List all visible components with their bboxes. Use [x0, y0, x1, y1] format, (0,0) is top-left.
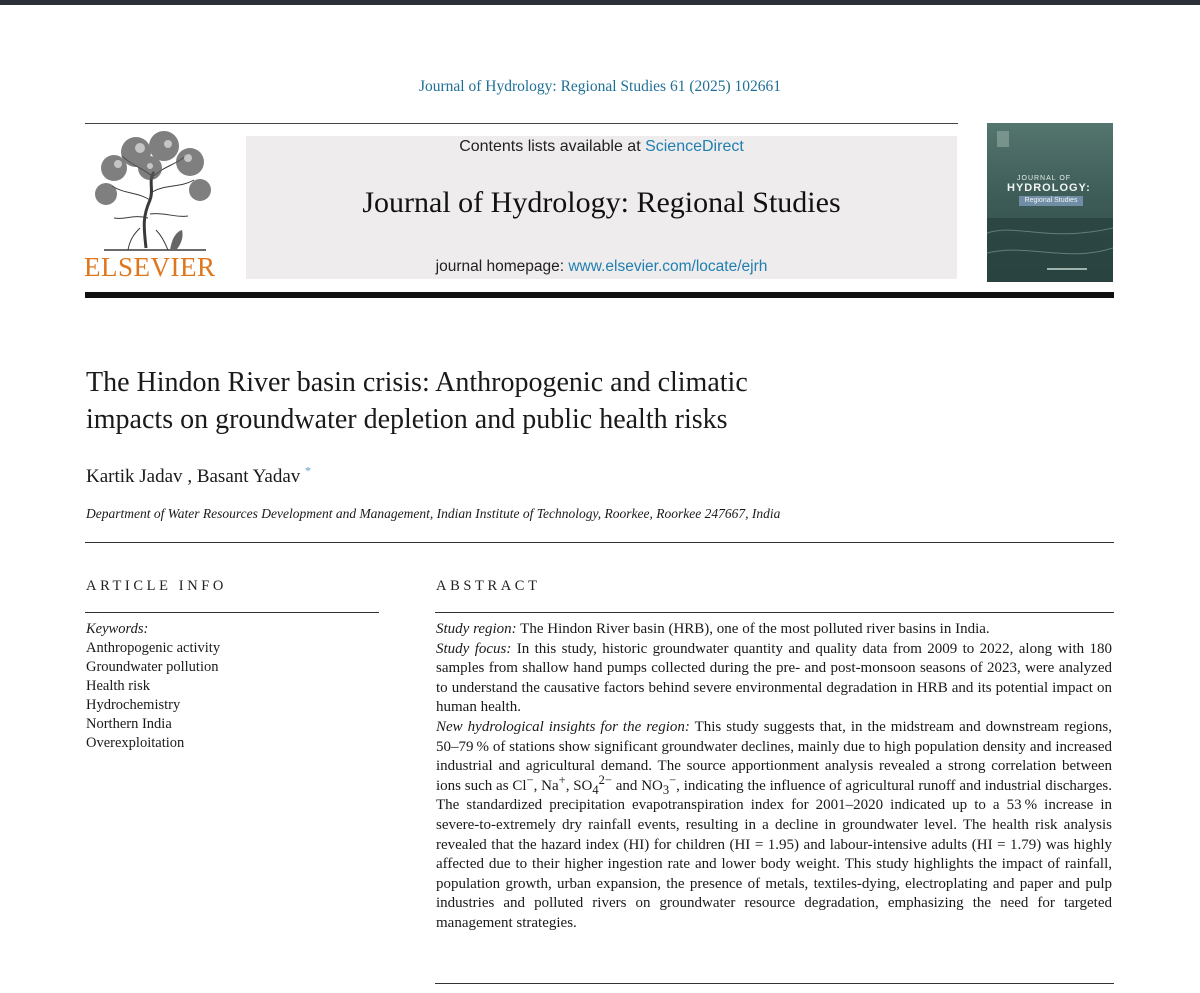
ion-na-charge: + [558, 772, 566, 787]
header-thick-rule [85, 292, 1114, 298]
homepage-line [246, 258, 957, 276]
ion-separator: , [565, 777, 574, 794]
ion-cl-charge: − [526, 772, 534, 787]
ion-nitrate [641, 772, 677, 797]
study-region-text: The Hindon River basin (HRB), one of the most polluted river basins in India. [516, 621, 990, 637]
insights-text-2: , indicating the influence of agricultural runoff and industrial discharges. The standardized precipitation evapotranspiration index for 2001–2020 indicated up to a 53 % increase in severe-to-extremely dry rainfall events, resulting in a decline in groundwater level. The health risk analysis revealed that the hazard index (HI) for children (HI = 1.95) and labour-intensive adults (HI = 1.79) was highly affected due to their higher ingestion rate and lower body weight. This study highlights the impact of rainfall, population growth, urban expansion, the presence of metals, textiles-dying, electroplating and paper and pulp industries and polluted rivers on groundwater resource degradation, emphasizing the need for targeted management strategies. [436, 777, 1112, 931]
elsevier-wordmark: ELSEVIER [84, 252, 216, 282]
ion-no-subscript: 3 [662, 782, 670, 797]
author-yadav[interactable]: Basant Yadav [196, 466, 301, 487]
article-title [86, 364, 986, 438]
abstract-rule [435, 612, 1114, 613]
ion-separator: , [533, 777, 542, 794]
journal-cover-image[interactable] [987, 123, 1113, 282]
abstract-heading: ABSTRACT [436, 578, 541, 594]
affiliation: Department of Water Resources Development and Management, Indian Institute of Technology, Roorkee, Roorkee 247667, India [86, 506, 781, 521]
contents-prefix: Contents lists available at [459, 138, 646, 155]
article-info-heading: ARTICLE INFO [86, 578, 228, 594]
keyword-item: Northern India [86, 716, 172, 732]
cover-subtitle-box [1019, 196, 1083, 206]
journal-name: Journal of Hydrology: Regional Studies [362, 186, 841, 219]
ion-na-symbol: Na [541, 777, 559, 794]
ion-no-symbol: NO [641, 777, 663, 794]
corresponding-author-mark[interactable]: * [305, 463, 312, 478]
ion-so-subscript: 4 [592, 782, 599, 797]
ion-no-charge: − [669, 772, 677, 787]
author-jadav[interactable]: Kartik Jadav [86, 466, 183, 487]
keyword-item: Hydrochemistry [86, 697, 181, 713]
keywords-block [86, 620, 220, 753]
study-focus-text: In this study, historic groundwater quantity and quality data from 2009 to 2022, along with 180 samples from shallow hand pumps collected during the pre- and post-monsoon seasons of 2023, were analyzed to understand the causative factors behind severe environmental degradation in HRB and its potential impact on human health. [436, 640, 1113, 716]
contents-line [246, 138, 957, 156]
ion-sulfate [573, 772, 612, 797]
section-divider [85, 542, 1114, 543]
ion-so-charge: 2− [598, 772, 612, 787]
study-region-label: Study region: [436, 621, 517, 637]
journal-homepage-link[interactable]: www.elsevier.com/locate/ejrh [568, 258, 768, 275]
keyword-item: Anthropogenic activity [86, 640, 221, 656]
ion-chloride [512, 772, 534, 794]
abstract-study-region [436, 620, 1112, 640]
sciencedirect-link[interactable]: ScienceDirect [645, 138, 744, 155]
insights-text-1: This study suggests that, in the midstream and downstream regions, 50–79 % of stations show significant groundwater declines, mainly due to high population density and increased industrial and agricultural demand. The source apportionment analysis revealed a strong correlation between ions such as [436, 718, 1112, 794]
homepage-prefix: journal homepage: [435, 258, 569, 275]
abstract-study-focus [436, 640, 1112, 718]
keyword-item: Health risk [86, 678, 151, 694]
insights-label: New hydrological insights for the region: [436, 718, 690, 735]
cover-title-line2: HYDROLOGY: [1007, 182, 1091, 194]
journal-header-box [246, 136, 957, 279]
article-title-line2: impacts on groundwater depletion and public health risks [86, 404, 728, 435]
ion-cl-symbol: Cl [512, 777, 527, 794]
author-list [86, 463, 312, 488]
keyword-item: Overexploitation [86, 735, 185, 751]
study-focus-label: Study focus: [436, 640, 512, 657]
cover-title-line1: JOURNAL OF [1017, 175, 1072, 182]
cover-title-line3: Regional Studies [1024, 197, 1078, 204]
keyword-item: Groundwater pollution [86, 659, 219, 675]
author-separator: , [182, 466, 197, 487]
ion-and: and [611, 777, 642, 794]
header-divider [85, 123, 958, 124]
abstract-body [436, 620, 1112, 934]
keywords-label: Keywords: [86, 621, 149, 637]
article-title-line1: The Hindon River basin crisis: Anthropogenic and climatic [86, 367, 748, 398]
ion-so-symbol: SO [573, 777, 593, 794]
ion-sodium [541, 772, 566, 794]
journal-citation[interactable]: Journal of Hydrology: Regional Studies 61 (2025) 102661 [418, 78, 782, 95]
window-top-bar [0, 0, 1200, 5]
abstract-insights [436, 718, 1112, 934]
article-info-rule [85, 612, 379, 613]
abstract-bottom-rule [435, 983, 1114, 984]
